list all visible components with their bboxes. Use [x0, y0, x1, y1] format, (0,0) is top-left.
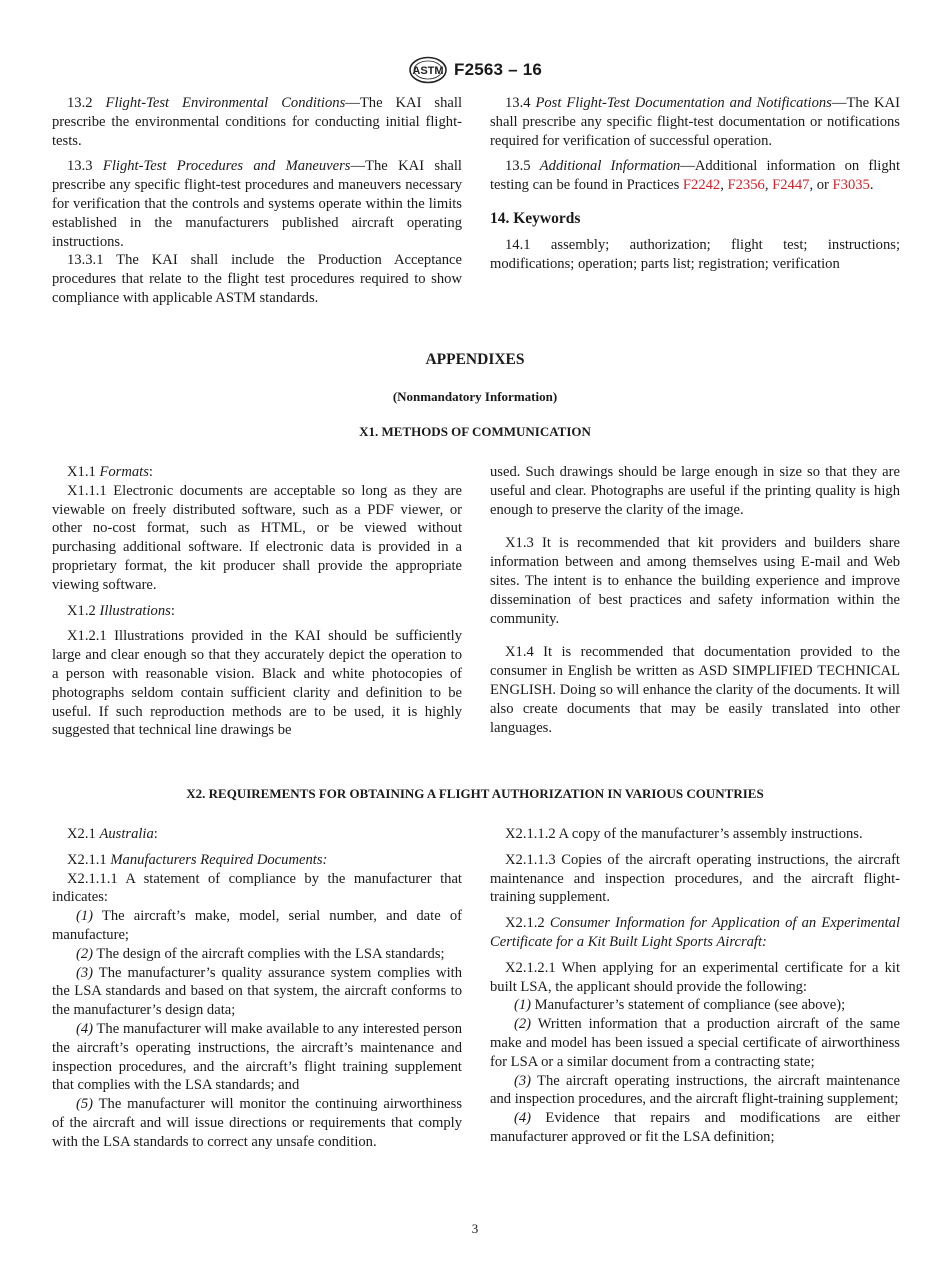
top-left-column — [52, 94, 462, 308]
keywords-heading: 14. Keywords — [490, 209, 581, 227]
section-13-3-1: 13.3.1 The KAI shall include the Production Acceptance procedures that relate to the flight test procedures required to show compliance with applicable ASTM standards. — [52, 252, 462, 306]
x2-heading: X2. REQUIREMENTS FOR OBTAINING A FLIGHT AUTHORIZATION IN VARIOUS COUNTRIES — [186, 786, 764, 801]
x2-left-column — [52, 825, 462, 1152]
page-header — [0, 56, 950, 84]
list-item: (2) Written information that a production aircraft of the same make and model has been issued a special certificate of airworthiness for LSA or a similar document from a contracting state; — [490, 1016, 900, 1070]
section-x2-1: X2.1 Australia: — [67, 826, 158, 842]
list-item: (1) The aircraft’s make, model, serial number, and date of manufacture; — [52, 908, 462, 943]
page-number: 3 — [471, 1221, 479, 1236]
list-item: (3) The manufacturer’s quality assurance system complies with the LSA standards and based on that system, the aircraft conforms to the manufacturer’s design data; — [52, 964, 462, 1019]
list-item: (4) The manufacturer will make available to any interested person the aircraft’s operating instructions, the aircraft’s maintenance and inspection procedures, and the aircraft’s flight training supplement that complies with the LSA standards; and — [52, 1020, 462, 1094]
section-13-5: 13.5 Additional Information—Additional information on flight testing can be found in Practices F2242, F2356, F2447, or F3035. — [490, 158, 901, 194]
section-x2-1-1-3: X2.1.1.3 Copies of the aircraft operating instructions, the aircraft maintenance and inspection procedures, and the aircraft flight-training supplement. — [490, 851, 900, 906]
section-13-4: 13.4 Post Flight-Test Documentation and Notifications—The KAI shall prescribe any specific flight-test documentation or notifications required for verification of successful operation. — [490, 95, 900, 149]
astm-logo-icon — [408, 56, 448, 84]
ref-link[interactable]: F3035 — [832, 177, 870, 194]
appendixes-title: APPENDIXES — [425, 351, 525, 368]
ref-link[interactable]: F2356 — [727, 177, 765, 194]
list-item: (1) Manufacturer’s statement of compliance (see above); — [514, 997, 846, 1014]
svg-text:ASTM: ASTM — [412, 65, 444, 77]
section-13-2: 13.2 Flight-Test Environmental Conditions—The KAI shall prescribe the environmental conditions for conducting initial flight-tests. — [52, 95, 462, 149]
x2-right-column — [490, 825, 900, 1147]
x1-continued-text: used. Such drawings should be large enough in size so that they are useful and clear. Photographs are useful if the printing quality is high enough to preserve the clarity of the image. — [490, 464, 900, 518]
ref-link[interactable]: F2447 — [772, 177, 810, 194]
list-item: (3) The aircraft operating instructions, the aircraft maintenance and inspection procedures, and the aircraft flight-training supplement; — [490, 1072, 900, 1108]
section-x2-1-1-1: X2.1.1.1 A statement of compliance by the manufacturer that indicates: — [52, 870, 462, 906]
top-right-column — [490, 94, 900, 273]
appendixes-subtitle: (Nonmandatory Information) — [392, 389, 558, 404]
list-item: (2) The design of the aircraft complies with the LSA standards; — [76, 945, 445, 962]
section-x1-1: X1.1 Formats: — [67, 464, 153, 480]
section-x2-1-2-1: X2.1.2.1 When applying for an experimental certificate for a kit built LSA, the applicant should provide the following: — [490, 959, 900, 995]
x1-heading: X1. METHODS OF COMMUNICATION — [359, 424, 591, 439]
section-x2-1-2: X2.1.2 Consumer Information for Application of an Experimental Certificate for a Kit Built Light Sports Aircraft: — [490, 915, 901, 950]
list-item: (4) Evidence that repairs and modifications are either manufacturer approved or fit the LSA definition; — [490, 1110, 900, 1145]
x1-left-column — [52, 463, 462, 740]
ref-link[interactable]: F2242 — [682, 177, 721, 194]
section-x1-3: X1.3 It is recommended that kit providers and builders share information between and among themselves using E-mail and Web sites. The intent is to enhance the building experience and improve dissemination of best practices and safety information within the community. — [490, 535, 900, 627]
section-x1-2: X1.2 Illustrations: — [67, 602, 175, 619]
section-x2-1-1: X2.1.1 Manufacturers Required Documents: — [67, 851, 328, 868]
standard-designation: F2563 – 16 — [453, 59, 542, 79]
section-x2-1-1-2: X2.1.1.2 A copy of the manufacturer’s assembly instructions. — [505, 826, 863, 842]
section-14-1: 14.1 assembly; authorization; flight test; instructions; modifications; operation; parts list; registration; verification — [490, 236, 900, 272]
x1-right-column — [490, 463, 900, 737]
section-x1-1-1: X1.1.1 Electronic documents are acceptable so long as they are viewable on freely distributed software, such as a PDF viewer, or other no-cost format, such as HTML, or be viewed without purchasing additional software. If electronic data is provided in a proprietary format, the kit producer shall provide the appropriate viewing software. — [52, 482, 462, 593]
section-13-3: 13.3 Flight-Test Procedures and Maneuvers—The KAI shall prescribe any specific flight-test procedures and maneuvers necessary for verification that the controls and systems operate within the limits established in the manufacturers published aircraft operating instructions. — [52, 158, 462, 250]
section-x1-4: X1.4 It is recommended that documentation provided to the consumer in English be written as ASD SIMPLIFIED TECHNICAL ENGLISH. Doing so will enhance the clarity of the documents. It will also create documents that may be easily translated into other languages. — [490, 644, 900, 736]
list-item: (5) The manufacturer will monitor the continuing airworthiness of the aircraft and will issue directions or requirements that comply with the LSA standards to correct any unsafe condition. — [52, 1096, 462, 1150]
section-x1-2-1: X1.2.1 Illustrations provided in the KAI should be sufficiently large and clear enough so that they accurately depict the operation to a person with reasonable vision. Black and white photocopies of photographs seldom contain sufficient clarity and definition to be useful. If such reproduction methods are to be used, it is highly suggested that technical line drawings be — [52, 628, 462, 739]
